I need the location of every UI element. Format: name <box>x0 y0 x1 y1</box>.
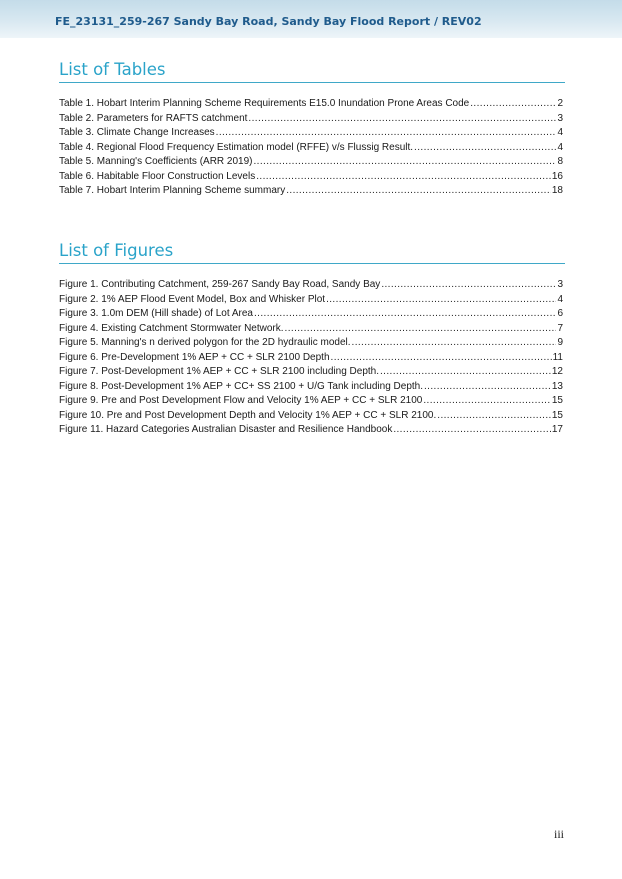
figure-entry-page: 7 <box>557 322 563 334</box>
page-header <box>0 0 622 38</box>
figure-entry[interactable] <box>59 294 563 309</box>
figure-entry-label: Figure 10. Pre and Post Development Depth and Velocity 1% AEP + CC + SLR 2100. <box>59 409 437 421</box>
table-entry-label: Table 2. Parameters for RAFTS catchment <box>59 112 248 124</box>
figure-entry-page: 6 <box>557 308 563 319</box>
list-of-tables-heading: List of Tables <box>59 60 166 79</box>
figure-entry-page: 4 <box>557 293 563 305</box>
figure-entry-page: 15 <box>551 395 563 406</box>
figure-entry[interactable] <box>59 381 563 396</box>
dot-leader <box>216 127 557 138</box>
dot-leader <box>286 185 551 196</box>
dot-leader <box>380 366 551 377</box>
dot-leader <box>254 156 557 167</box>
dot-leader <box>437 410 551 421</box>
figure-entry-label: Figure 6. Pre-Development 1% AEP + CC + SLR 2100 Depth <box>59 351 330 363</box>
table-entry[interactable] <box>59 142 563 157</box>
table-entry-page: 18 <box>551 185 563 196</box>
figure-entry-label: Figure 3. 1.0m DEM (Hill shade) of Lot Area <box>59 308 253 319</box>
figure-entry-label: Figure 4. Existing Catchment Stormwater Network. <box>59 322 284 334</box>
table-entry-label: Table 1. Hobart Interim Planning Scheme Requirements E15.0 Inundation Prone Areas Code <box>59 98 470 109</box>
figure-entry-label: Figure 5. Manning's n derived polygon for the 2D hydraulic model. <box>59 337 351 348</box>
figure-entry-label: Figure 1. Contributing Catchment, 259-267 Sandy Bay Road, Sandy Bay <box>59 279 381 290</box>
dot-leader <box>331 352 552 363</box>
table-entry[interactable] <box>59 171 563 186</box>
table-entry-page: 8 <box>557 156 563 167</box>
list-of-figures <box>59 279 563 439</box>
figure-entry[interactable] <box>59 323 563 338</box>
figure-entry-page: 17 <box>551 424 563 435</box>
figure-entry-label: Figure 2. 1% AEP Flood Event Model, Box and Whisker Plot <box>59 293 326 305</box>
figure-entry[interactable] <box>59 308 563 323</box>
figure-entry[interactable] <box>59 424 563 439</box>
dot-leader <box>352 337 557 348</box>
dot-leader <box>393 424 551 435</box>
table-entry-label: Table 7. Hobart Interim Planning Scheme summary <box>59 185 286 196</box>
figure-entry[interactable] <box>59 366 563 381</box>
figure-entry-page: 13 <box>551 380 563 392</box>
dot-leader <box>326 294 556 305</box>
table-entry-label: Table 3. Climate Change Increases <box>59 127 215 138</box>
table-entry[interactable] <box>59 113 563 128</box>
table-entry-label: Table 5. Manning's Coefficients (ARR 2019) <box>59 156 253 167</box>
figure-entry[interactable] <box>59 279 563 294</box>
dot-leader <box>381 279 556 290</box>
table-entry[interactable] <box>59 127 563 142</box>
figure-entry-label: Figure 8. Post-Development 1% AEP + CC+ SS 2100 + U/G Tank including Depth. <box>59 380 423 392</box>
figure-entry-page: 15 <box>551 409 563 421</box>
figure-entry[interactable] <box>59 410 563 425</box>
table-entry-page: 3 <box>557 112 563 124</box>
table-entry[interactable] <box>59 98 563 113</box>
figure-entry-label: Figure 11. Hazard Categories Australian Disaster and Resilience Handbook <box>59 424 393 435</box>
figure-entry-label: Figure 9. Pre and Post Development Flow and Velocity 1% AEP + CC + SLR 2100 <box>59 395 423 406</box>
table-entry[interactable] <box>59 156 563 171</box>
table-entry-label: Table 6. Habitable Floor Construction Levels <box>59 170 256 182</box>
figure-entry-page: 3 <box>557 279 563 290</box>
dot-leader <box>248 113 556 124</box>
list-of-tables-rule <box>59 82 565 83</box>
figure-entry-page: 9 <box>557 337 563 348</box>
table-entry-label: Table 4. Regional Flood Frequency Estimation model (RFFE) v/s Flussig Result. <box>59 141 414 153</box>
table-entry[interactable] <box>59 185 563 200</box>
figure-entry[interactable] <box>59 395 563 410</box>
table-entry-page: 4 <box>557 141 563 153</box>
figure-entry-page: 11 <box>552 351 563 363</box>
figure-entry-page: 12 <box>551 366 563 377</box>
figure-entry[interactable] <box>59 352 563 367</box>
dot-leader <box>414 142 556 153</box>
table-entry-page: 4 <box>557 127 563 138</box>
dot-leader <box>424 381 551 392</box>
document-title: FE_23131_259-267 Sandy Bay Road, Sandy Bay Flood Report / REV02 <box>55 15 482 28</box>
dot-leader <box>423 395 551 406</box>
list-of-tables <box>59 98 563 200</box>
table-entry-page: 2 <box>557 98 563 109</box>
dot-leader <box>254 308 556 319</box>
figure-entry[interactable] <box>59 337 563 352</box>
figure-entry-label: Figure 7. Post-Development 1% AEP + CC + SLR 2100 including Depth. <box>59 366 379 377</box>
table-entry-page: 16 <box>551 170 563 182</box>
list-of-figures-heading: List of Figures <box>59 241 174 260</box>
dot-leader <box>470 98 556 109</box>
list-of-figures-rule <box>59 263 565 264</box>
dot-leader <box>256 171 551 182</box>
page-number: iii <box>553 827 564 841</box>
dot-leader <box>285 323 557 334</box>
